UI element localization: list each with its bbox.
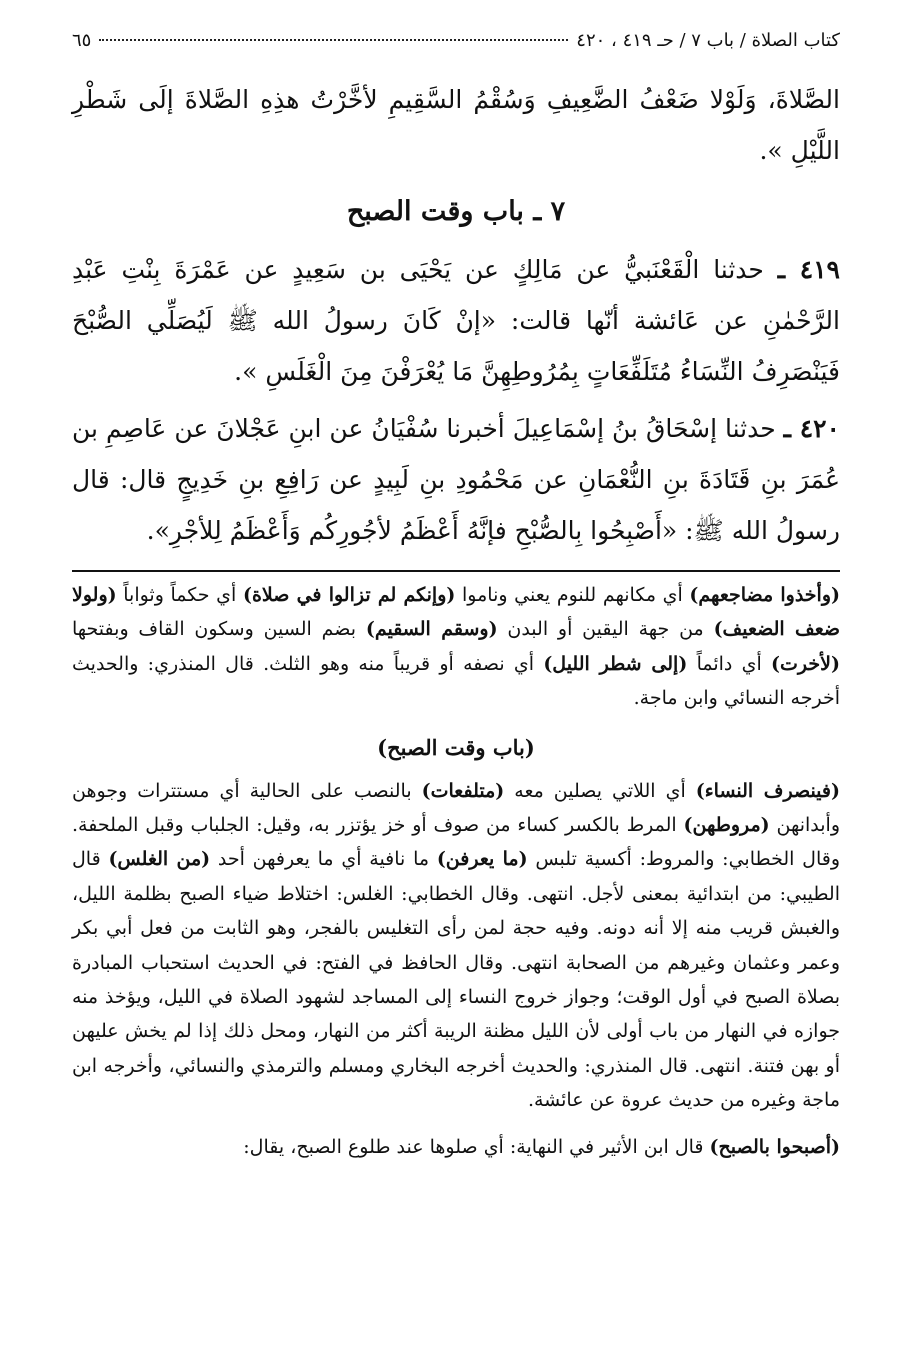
hadith-420-text: حدثنا إسْحَاقُ بنُ إسْمَاعِيلَ أخبرنا سُفْيَانُ عن ابنِ عَجْلانَ عن عَاصِمِ بن عُمَرَ بنِ قَتَادَةَ بنِ النُّعْمَانِ عن مَحْمُودِ بنِ لَبِيدٍ عن رَافِعِ بنِ خَدِيجٍ قال: قال رسولُ الله ﷺ: «أَصْبِحُوا بِالصُّبْحِ فإنَّهُ أَعْظَمُ لأجُورِكُم وَأَعْظَمُ لِلأجْرِ». — [72, 414, 840, 545]
commentary-term: (مروطهن) — [683, 814, 770, 837]
commentary-text: بضم السين وسكون القاف وبفتحها — [72, 618, 366, 641]
commentary-term: (إلى شطر الليل) — [543, 652, 688, 675]
running-title: كتاب الصلاة / باب ٧ / حـ ٤١٩ ، ٤٢٠ — [576, 30, 840, 51]
commentary-paragraph-1 — [72, 578, 840, 716]
commentary-text: أي دائماً — [687, 652, 772, 675]
commentary-text: أي نصفه أو قريباً منه وهو الثلث. قال المنذري: والحديث أخرجه النسائي وابن ماجة. — [72, 652, 840, 710]
hadith-419-text: حدثنا الْقَعْنَبيُّ عن مَالِكٍ عن يَحْيَى بن سَعِيدٍ عن عَمْرَةَ بِنْتِ عَبْدِ الرَّحْمٰنِ عن عَائشة أنّها قالت: «إنْ كَانَ رسولُ الله ﷺ لَيُصَلِّي الصُّبْحَ فَيَنْصَرِفُ النِّسَاءُ مُتَلَفِّعَاتٍ بِمُرُوطِهِنَّ مَا يُعْرَفْنَ مِنَ الْغَلَسِ ». — [72, 255, 840, 386]
commentary-term: (ولولا ضعف الضعيف) — [72, 584, 841, 641]
commentary-text: قال ابن الأثير في النهاية: أي صلوها عند طلوع الصبح، يقال: — [243, 1135, 710, 1158]
commentary-text: أي مكانهم للنوم يعني وناموا — [455, 584, 690, 606]
hadith-continuation: الصَّلاةَ، وَلَوْلا ضَعْفُ الضَّعِيفِ وَسُقْمُ السَّقِيمِ لأخَّرْتُ هذِهِ الصَّلاةَ إلَى شَطْرِ اللَّيْلِ ». — [72, 85, 840, 165]
commentary-text: أي حكماً وثواباً — [116, 584, 243, 606]
commentary-term: (وأخذوا مضاجعهم) — [689, 584, 840, 606]
commentary-term: (لأخرت) — [771, 652, 840, 675]
commentary-text: بالنصب على الحالية أي مستترات وجوهن وأبدانهن — [72, 779, 840, 837]
footnote-divider — [72, 570, 840, 572]
hadith-420-number: ٤٢٠ ـ — [783, 414, 840, 443]
page-header — [72, 30, 840, 64]
hadith-420 — [72, 403, 840, 556]
hadith-419 — [72, 244, 840, 397]
chapter-title: ٧ ـ باب وقت الصبح — [346, 196, 566, 227]
commentary-term: (ما يعرفن) — [436, 848, 528, 871]
commentary-paragraph-3 — [72, 1130, 840, 1164]
commentary-text: من جهة اليقين أو البدن — [497, 618, 714, 641]
commentary-term: (أصبحوا بالصبح) — [709, 1135, 840, 1158]
commentary-term: (وسقم السقيم) — [365, 618, 498, 641]
page-number: ٦٥ — [72, 30, 92, 51]
commentary-text: المرط بالكسر كساء من صوف أو خز يؤتزر به، وقيل: الجلباب وقبل الملحفة. وقال الخطابي: والمروط: أكسية تلبس — [72, 814, 841, 871]
commentary-paragraph-2 — [72, 774, 840, 1118]
header-dot-leader — [99, 39, 568, 41]
book-page — [72, 30, 840, 1164]
hadith-419-number: ٤١٩ ـ — [777, 255, 840, 284]
commentary-text: قال الطيبي: من ابتدائية بمعنى لأجل. انتهى. وقال الخطابي: الغلس: اختلاط ضياء الصبح بظلمة الليل، والغبش قريب منه إلا أنه دونه. وفيه حجة لمن رأى التغليس بالفجر، وهو الثابت من فعل أبي بكر وعمر وعثمان وغيرهم من الصحابة انتهى. وقال الحافظ في الفتح: في الحديث استحباب المبادرة بصلاة الصبح في أول الوقت؛ وجواز خروج النساء إلى المساجد لشهود الصلاة في الليل، ويؤخذ منه جوازه في النهار من باب أولى لأن الليل مظنة الريبة أكثر من النهار، ومحل ذلك إذا لم يخش عليهن أو بهن فتنة. انتهى. قال المنذري: والحديث أخرجه البخاري ومسلم والترمذي والنسائي، وأخرجه ابن ماجة وغيره من حديث عروة عن عائشة. — [72, 848, 840, 1112]
commentary-text: ما نافية أي ما يعرفهن أحد — [210, 848, 437, 871]
commentary-text: أي اللاتي يصلين معه — [504, 779, 696, 802]
commentary-term: (فينصرف النساء) — [695, 779, 840, 802]
commentary-heading: (باب وقت الصبح) — [377, 734, 535, 760]
commentary-term: (وإنكم لم تزالوا في صلاة) — [242, 584, 456, 606]
commentary-term: (من الغلس) — [108, 848, 211, 871]
commentary-term: (متلفعات) — [421, 779, 505, 802]
